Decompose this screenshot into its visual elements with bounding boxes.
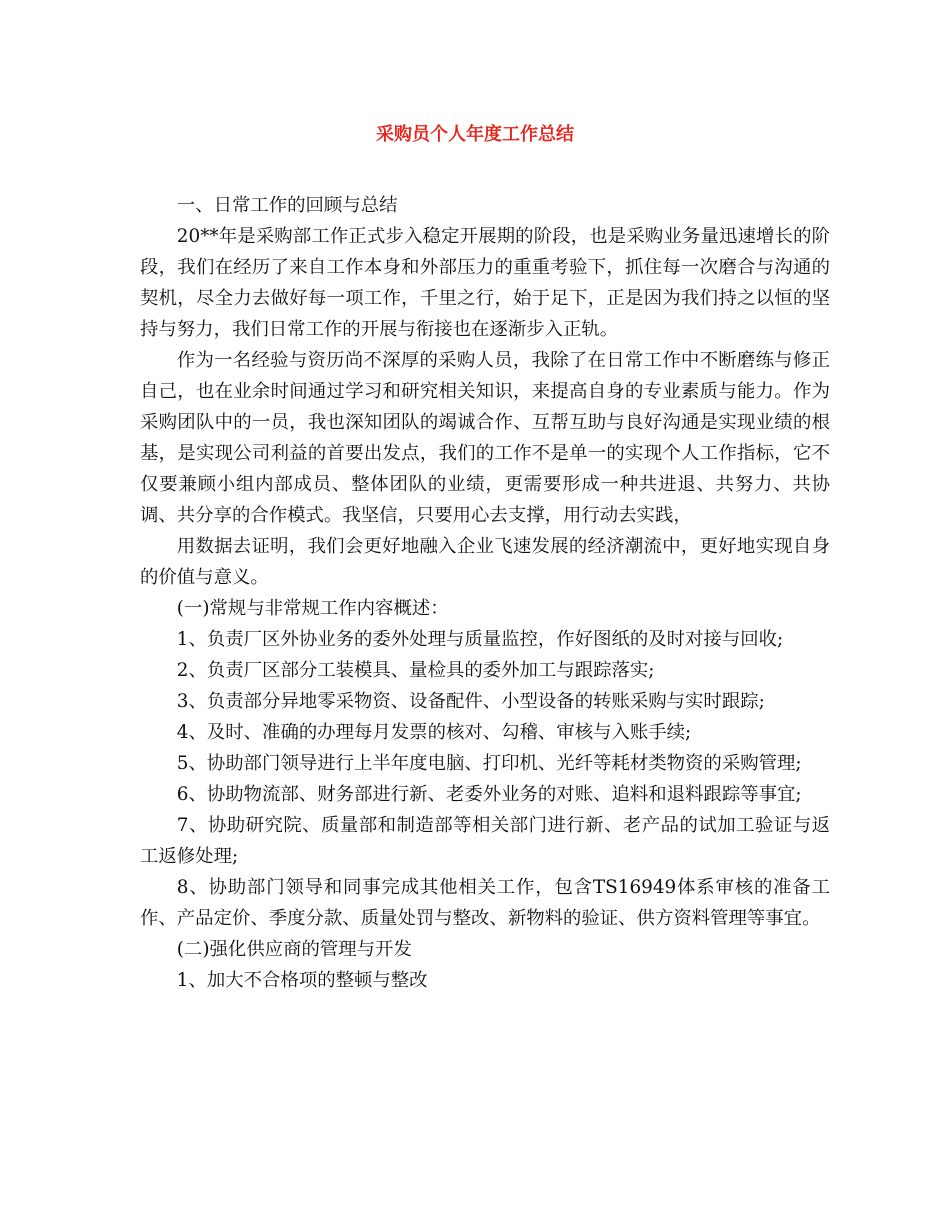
body-paragraph: 用数据去证明，我们会更好地融入企业飞速发展的经济潮流中，更好地实现自身的价值与意义。 [140, 536, 830, 588]
subsection-heading: (二)强化供应商的管理与开发 [176, 939, 412, 960]
list-item: 1、负责厂区外协业务的委外处理与质量监控，作好图纸的及时对接与回收; [176, 629, 784, 650]
list-item: 2、负责厂区部分工装模具、量检具的委外加工与跟踪落实; [176, 660, 655, 681]
list-item: 8、协助部门领导和同事完成其他相关工作，包含TS16949体系审核的准备工作、产品定价、季度分款、质量处罚与整改、新物料的验证、供方资料管理等事宜。 [140, 877, 830, 929]
list-item: 6、协助物流部、财务部进行新、老委外业务的对账、追料和退料跟踪等事宜; [176, 784, 802, 805]
list-item: 5、协助部门领导进行上半年度电脑、打印机、光纤等耗材类物资的采购管理; [176, 753, 802, 774]
body-paragraph: 作为一名经验与资历尚不深厚的采购人员，我除了在日常工作中不断磨练与修正自己，也在业余时间通过学习和研究相关知识，来提高自身的专业素质与能力。作为采购团队中的一员，我也深知团队的竭诚合作、互帮互助与良好沟通是实现业绩的根基，是实现公司利益的首要出发点，我们的工作不是单一的实现个人工作指标，它不仅要兼顾小组内部成员、整体团队的业绩，更需要形成一种共进退、共努力、共协调、共分享的合作模式。我坚信，只要用心去支撑，用行动去实践， [140, 350, 830, 526]
section-heading: 一、日常工作的回顾与总结 [176, 195, 398, 216]
list-item: 3、负责部分异地零采物资、设备配件、小型设备的转账采购与实时跟踪; [176, 691, 765, 712]
list-item: 4、及时、准确的办理每月发票的核对、勾稽、审核与入账手续; [176, 722, 692, 743]
list-item: 1、加大不合格项的整顿与整改 [176, 970, 428, 991]
document-body [140, 190, 830, 996]
subsection-heading: (一)常规与非常规工作内容概述： [176, 598, 449, 619]
list-item: 7、协助研究院、质量部和制造部等相关部门进行新、老产品的试加工验证与返工返修处理; [140, 815, 830, 867]
document-title: 采购员个人年度工作总结 [376, 124, 574, 145]
body-paragraph: 20**年是采购部工作正式步入稳定开展期的阶段，也是采购业务量迅速增长的阶段，我们在经历了来自工作本身和外部压力的重重考验下，抓住每一次磨合与沟通的契机，尽全力去做好每一项工作，千里之行，始于足下，正是因为我们持之以恒的坚持与努力，我们日常工作的开展与衔接也在逐渐步入正轨。 [140, 226, 830, 340]
